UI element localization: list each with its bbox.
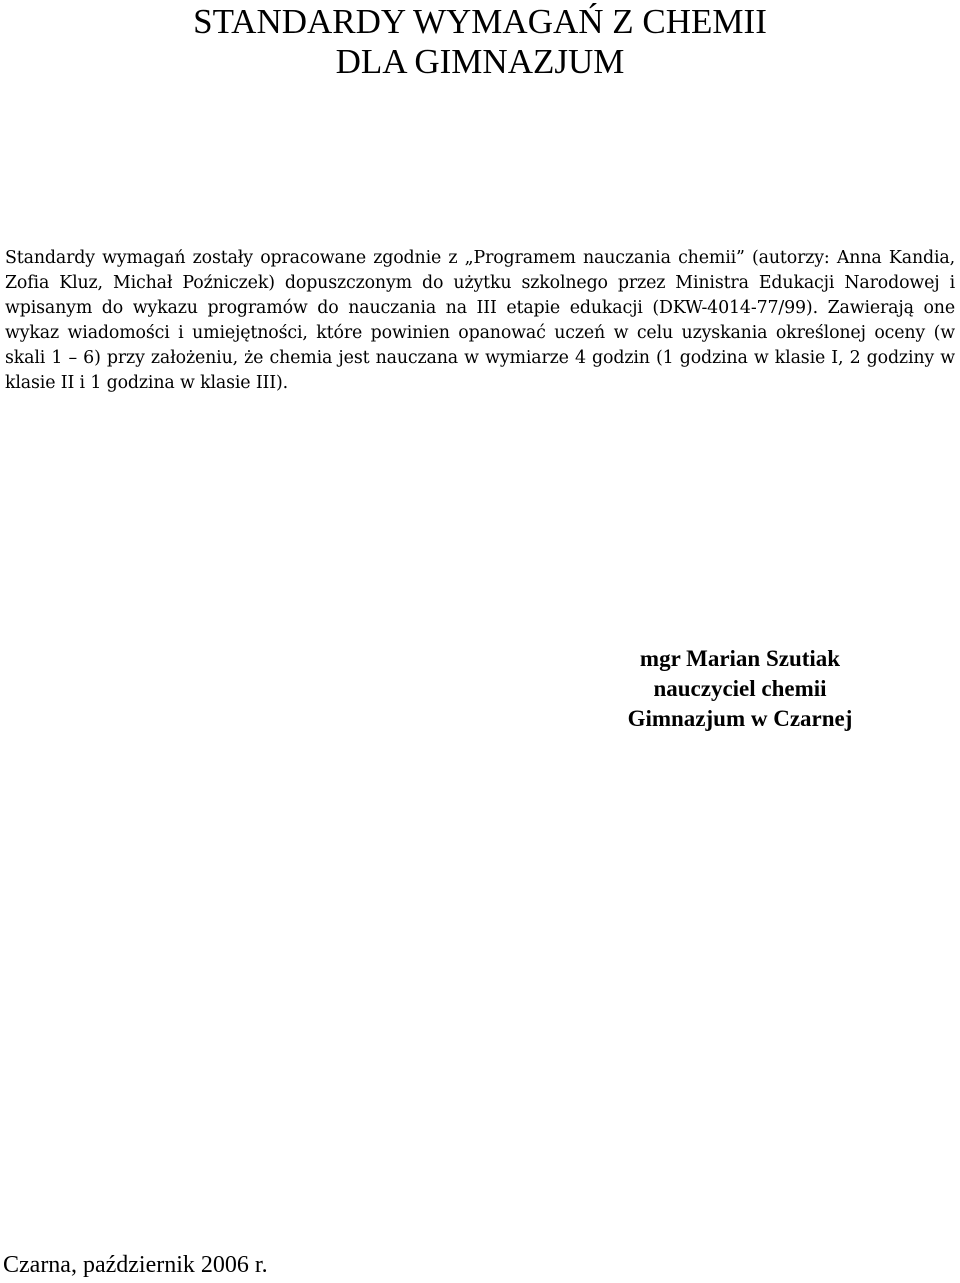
title-line-2: DLA GIMNAZJUM (335, 42, 625, 81)
title-line-1: STANDARDY WYMAGAŃ Z CHEMII (193, 2, 767, 41)
place-date: Czarna, październik 2006 r. (3, 1252, 268, 1278)
intro-paragraph: Standardy wymagań zostały opracowane zgodnie z „Programem nauczania chemii” (autorzy: Anna Kandia, Zofia Kluz, Michał Poźniczek) dopuszczonym do użytku szkolnego przez Ministra Edukacji Narodowej i wpisanym do wykazu programów do nauczania na III etapie edukacji (DKW-4014-77/99). Zawierają one wykaz wiadomości i umiejętności, które powinien opanować uczeń w celu uzyskania określonej oceny (w skali 1 – 6) przy założeniu, że chemia jest nauczana w wymiarze 4 godzin (1 godzina w klasie I, 2 godziny w klasie II i 1 godzina w klasie III). (5, 248, 955, 393)
author-school: Gimnazjum w Czarnej (627, 706, 853, 731)
author-role: nauczyciel chemii (653, 676, 827, 701)
author-block (540, 644, 940, 734)
author-name: mgr Marian Szutiak (639, 646, 841, 671)
document-title (0, 2, 960, 82)
